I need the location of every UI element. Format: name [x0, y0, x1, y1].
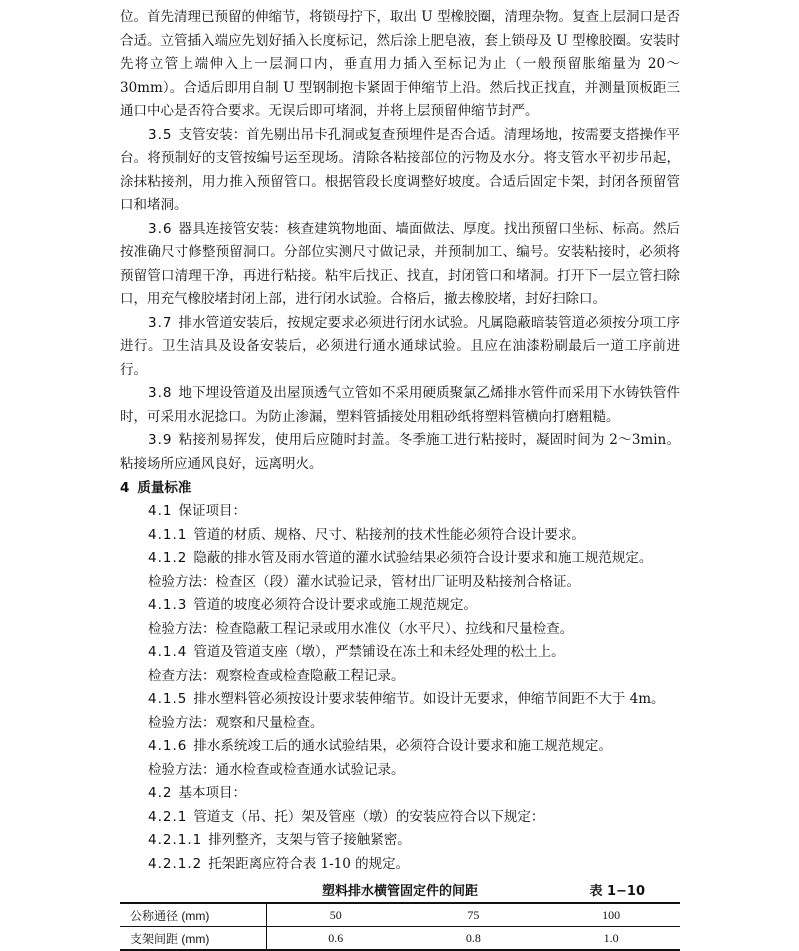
table-cell: 50 [266, 903, 404, 927]
paragraph-text: 排水管道安装后，按规定要求必须进行闭水试验。凡属隐蔽暗装管道必须按分项工序进行。卫生洁具及设备安装后，必须进行通水通球试验。且应在油漆粉刷最后一道工序前进行。 [120, 314, 680, 378]
paragraph-text: 支管安装：首先剔出吊卡孔洞或复查预埋件是否合适。清理场地，按需要支搭操作平台。将预制好的支管按编号运至现场。清除各粘接部位的污物及水分。将支管水平初步吊起，涂抹粘接剂，用力推入预留管口。根据管段长度调整好坡度。合适后固定卡架，封闭各预留管口和堵洞。 [120, 126, 680, 213]
paragraph [120, 6, 680, 124]
paragraph-text: 器具连接管安装：核查建筑物地面、墙面做法、厚度。找出预留口坐标、标高。然后按准确尺寸修整预留洞口。分部位实测尺寸做记录，并预制加工、编号。安装粘接时，必须将预留管口清理干净，再进行粘接。粘牢后找正、找直，封闭管口和堵洞。打开下一层立管扫除口，用充气橡胶堵封闭上部，进行闭水试验。合格后，撤去橡胶堵，封好扫除口。 [120, 220, 680, 307]
paragraph [120, 500, 680, 524]
section-heading [120, 476, 680, 500]
paragraph-list [120, 6, 680, 876]
table-cell: 75 [405, 903, 543, 927]
paragraph-text: 基本项目： [178, 785, 246, 801]
table-row [120, 927, 680, 951]
clause-number: 4.1.2 [148, 550, 188, 566]
clause-number: 4.1.3 [148, 597, 188, 613]
paragraph-text: 托架距离应符合表 1-10 的规定。 [208, 855, 410, 872]
paragraph [120, 735, 680, 759]
paragraph-text: 粘接剂易挥发，使用后应随时封盖。冬季施工进行粘接时，凝固时间为 2～3min。粘接场所应通风良好，远离明火。 [120, 432, 680, 472]
paragraph-text: 排水塑料管必须按设计要求装伸缩节。如设计无要求，伸缩节间距不大于 4m。 [193, 691, 665, 707]
paragraph [120, 618, 680, 642]
paragraph [120, 829, 680, 853]
clause-number: 4.1.1 [148, 526, 188, 543]
paragraph [120, 782, 680, 806]
clause-number: 4.2.1.1 [148, 832, 203, 848]
clause-number: 4.1.5 [148, 691, 188, 707]
paragraph-text: 保证项目： [178, 503, 246, 519]
paragraph-text: 检查方法：观察检查或检查隐蔽工程记录。 [148, 667, 405, 684]
paragraph-text: 管道支（吊、托）架及管座（墩）的安装应符合以下规定： [193, 808, 545, 825]
table-cell: 100 [542, 903, 680, 927]
paragraph [120, 594, 680, 618]
paragraph-text: 位。首先清理已预留的伸缩节，将锁母拧下，取出 U 型橡胶圈，清理杂物。复查上层洞口是否合适。立管插入端应先划好插入长度标记，然后涂上肥皂液，套上锁母及 U 型橡胶圈。安装时先将立管上端伸入上一层洞口内，垂直用力插入至标记为止（一般预留胀缩量为 20～30mm）。合适后即用自制 U 型钢制抱卡紧固于伸缩节上沿。然后找正找直，并测量顶板距三通口中心是否符合要求。无误后即可堵洞，并将上层预留伸缩节封严。 [120, 9, 680, 119]
paragraph [120, 124, 680, 218]
clause-number: 4.1.6 [148, 738, 188, 754]
paragraph-text: 地下埋设管道及出屋顶透气立管如不采用硬质聚氯乙烯排水管件而采用下水铸铁管件时，可采用水泥捻口。为防止渗漏，塑料管插接处用粗砂纸将塑料管横向打磨粗糙。 [120, 385, 680, 425]
clause-number: 3.9 [148, 432, 173, 448]
clause-number: 4.1.4 [148, 644, 188, 660]
paragraph-text: 管道及管道支座（墩），严禁铺设在冻土和未经处理的松土上。 [193, 644, 565, 660]
clause-number: 4.2.1.2 [148, 855, 203, 872]
paragraph-text: 排水系统竣工后的通水试验结果，必须符合设计要求和施工规范规定。 [193, 738, 612, 754]
table-cell: 1.0 [542, 927, 680, 951]
paragraph-text: 排列整齐，支架与管子接触紧密。 [208, 832, 411, 848]
paragraph [120, 524, 680, 548]
paragraph-text: 检验方法：检查隐蔽工程记录或用水准仪（水平尺）、拉线和尺量检查。 [148, 620, 574, 637]
row-label: 支架间距 (mm) [120, 927, 266, 951]
table-title: 塑料排水横管固定件的间距 [321, 884, 478, 899]
clause-number: 3.7 [148, 314, 173, 331]
table-row [120, 903, 680, 927]
table-caption [120, 880, 680, 902]
paragraph-text: 质量标准 [137, 480, 192, 496]
paragraph [120, 218, 680, 312]
spacing-table [120, 902, 680, 951]
paragraph-text: 检验方法：观察和尺量检查。 [148, 714, 324, 731]
paragraph-text: 检验方法：检查区（段）灌水试验记录，管材出厂证明及粘接剂合格证。 [148, 573, 580, 590]
clause-number: 4 [120, 480, 130, 496]
paragraph [120, 712, 680, 736]
paragraph-text: 检验方法：通水检查或检查通水试验记录。 [148, 761, 405, 778]
paragraph [120, 759, 680, 783]
document-body [120, 6, 680, 951]
clause-number: 4.2 [148, 785, 173, 801]
paragraph [120, 547, 680, 571]
clause-number: 3.5 [148, 126, 173, 143]
paragraph [120, 382, 680, 429]
clause-number: 3.8 [148, 385, 173, 401]
paragraph [120, 806, 680, 830]
clause-number: 4.2.1 [148, 808, 188, 825]
paragraph [120, 429, 680, 476]
paragraph-text: 隐蔽的排水管及雨水管道的灌水试验结果必须符合设计要求和施工规范规定。 [193, 550, 653, 566]
paragraph-text: 管道的材质、规格、尺寸、粘接剂的技术性能必须符合设计要求。 [193, 526, 585, 543]
clause-number: 3.6 [148, 220, 173, 237]
table-cell: 0.6 [266, 927, 404, 951]
paragraph-text: 管道的坡度必须符合设计要求或施工规范规定。 [193, 597, 477, 613]
clause-number: 4.1 [148, 503, 173, 519]
paragraph [120, 641, 680, 665]
paragraph [120, 571, 680, 595]
paragraph [120, 688, 680, 712]
paragraph [120, 853, 680, 877]
paragraph [120, 665, 680, 689]
paragraph [120, 312, 680, 383]
table-cell: 0.8 [405, 927, 543, 951]
table-number: 表 1−10 [589, 884, 645, 899]
row-label: 公称通径 (mm) [120, 903, 266, 927]
